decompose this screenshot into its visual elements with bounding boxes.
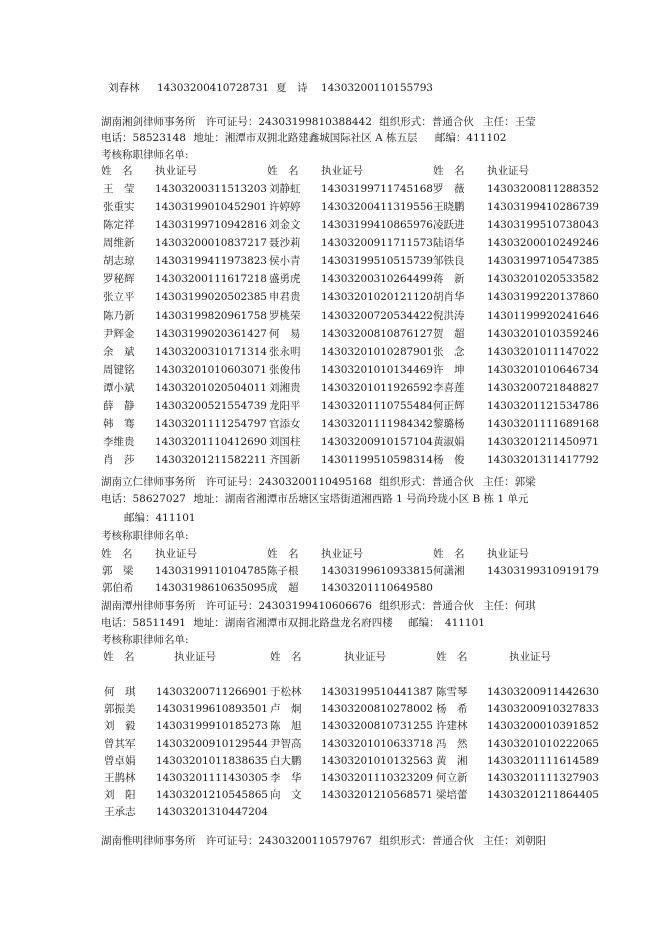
column-header-license: 执业证号 (155, 548, 197, 560)
license-number: 14303201111689168 (487, 418, 599, 431)
license-number: 14303201011838635 (156, 754, 268, 767)
license-number: 14303201111614589 (487, 754, 599, 767)
license-number: 14303201011926592 (321, 381, 433, 394)
lawyer-name: 郭 梁 (102, 565, 134, 577)
firm-contact (101, 492, 528, 506)
column-header-name: 姓 名 (433, 165, 465, 177)
license-number: 14303200810278002 (321, 703, 433, 716)
license-number: 14303200010391852 (487, 720, 599, 733)
license-number: 14303200720534422 (321, 309, 433, 322)
license-number: 14303200910327833 (487, 703, 599, 716)
lawyer-name: 冯 然 (436, 737, 468, 750)
lawyer-name: 申君贵 (269, 291, 301, 304)
lawyer-name: 白大鹏 (270, 754, 302, 767)
lawyer-name: 何潇湘 (433, 565, 465, 577)
firm-phone: 电话：58511491 (101, 617, 186, 629)
firm-director: 主任：刘朝阳 (483, 835, 547, 847)
license-number: 14303201020121120 (321, 291, 433, 304)
lawyer-name: 陈 旭 (270, 720, 302, 733)
lawyer-name: 刘 毅 (104, 720, 136, 733)
lawyer-name: 邹铁良 (433, 255, 465, 268)
lawyer-name: 许婷婷 (269, 201, 301, 214)
license-number: 14303201110755484 (321, 399, 433, 412)
firm-contact (101, 616, 485, 630)
firm-heading (101, 115, 536, 129)
license-number: 14303201010132563 (321, 754, 433, 767)
lawyer-name: 凌跃进 (433, 219, 465, 232)
lawyer-name: 何正辉 (433, 399, 465, 412)
license-number: 14303199010452901 (155, 201, 267, 214)
lawyer-name: 谭小斌 (103, 381, 135, 394)
lawyer-name: 罗 薇 (433, 183, 465, 195)
firm-name: 湖南惟明律师事务所 (101, 835, 196, 847)
license-number: 14303201121534786 (487, 399, 599, 412)
lawyer-name: 陈子根 (267, 565, 299, 577)
license-number: 14303199710547385 (487, 255, 599, 268)
firm-phone: 电话：58627027 (101, 493, 186, 505)
license-number: 14303199820961758 (155, 309, 267, 322)
license-number: 14303200721848827 (487, 381, 599, 394)
license-number: 14303200911442630 (487, 686, 599, 698)
license-number: 14303201010633718 (321, 737, 433, 750)
lawyer-name: 张立平 (103, 291, 135, 304)
lawyer-name: 贺 超 (433, 327, 465, 340)
lawyer-name: 肖 莎 (103, 454, 135, 467)
lawyer-name: 薛 静 (103, 399, 135, 412)
license-number: 14303200310171314 (155, 345, 267, 358)
license-number: 14303201110412690 (155, 436, 267, 449)
lawyer-name: 蒋 新 (433, 273, 465, 286)
lawyer-name: 聂沙莉 (269, 237, 301, 250)
lawyer-name: 刘静虹 (269, 183, 301, 195)
column-header-name: 姓 名 (433, 548, 465, 560)
lawyer-name: 周维新 (103, 237, 135, 250)
license-number: 14303200910129544 (156, 737, 268, 750)
lawyer-name: 罗桃荣 (269, 309, 301, 322)
lawyer-name: 官添女 (269, 418, 301, 431)
lawyer-name: 杨 希 (436, 703, 468, 716)
lawyer-name: 黄 湘 (436, 754, 468, 767)
license-number: 14303201020504011 (155, 381, 267, 394)
lawyer-name: 杨 俊 (433, 454, 465, 467)
firm-heading (101, 599, 536, 613)
license-number: 14303201110649580 (321, 581, 433, 594)
license-number: 14303199610933815 (321, 565, 433, 577)
lawyer-name: 于松林 (270, 686, 302, 698)
column-header-license: 执业证号 (321, 548, 363, 560)
license-number: 14303200810731255 (321, 720, 433, 733)
firm-license: 许可证号：24303199410606676 (205, 600, 372, 612)
license-number: 14303201010359246 (487, 327, 599, 340)
lawyer-name: 王 莹 (103, 183, 135, 195)
license-number: 14303200911711573 (321, 237, 433, 250)
column-header-license: 执业证号 (321, 165, 363, 177)
lawyer-name: 成 超 (267, 581, 299, 594)
list-title: 考核称职律师名单: (101, 149, 189, 161)
lawyer-name: 向 文 (270, 789, 302, 802)
license-number: 14303199411973823 (155, 255, 267, 268)
license-number: 14303201011147022 (487, 345, 599, 358)
license-number: 14303199711745168 (321, 183, 433, 195)
lawyer-name: 盛勇虎 (269, 273, 301, 286)
license-number: 14303199410286739 (487, 201, 599, 214)
license-number: 14303199710942816 (155, 219, 267, 232)
lawyer-name: 陈乃新 (103, 309, 135, 322)
license-number: 14303199310919179 (487, 565, 599, 577)
lawyer-name: 韩 骞 (103, 418, 135, 431)
license-number: 14303201010134469 (321, 363, 433, 376)
license-number: 14303201111254797 (155, 418, 267, 431)
license-number: 14303201311417792 (487, 454, 599, 467)
lawyer-name: 黄淑娟 (433, 436, 465, 449)
column-header-license: 执业证号 (174, 651, 216, 663)
lawyer-name: 何 琪 (104, 686, 136, 698)
firm-director: 主任：何琪 (483, 600, 536, 612)
lawyer-name: 王承志 (104, 806, 136, 819)
license-number: 14303201010222065 (487, 737, 599, 750)
column-header-name: 姓 名 (101, 165, 133, 177)
lawyer-name: 郭伯希 (102, 581, 134, 594)
license-number: 14303200010837217 (155, 237, 267, 250)
license-number: 14303199510738043 (487, 219, 599, 232)
firm-org-form: 组织形式：普通合伙 (379, 835, 474, 847)
firm-name: 湖南湘剑律师事务所 (101, 116, 196, 128)
lawyer-name: 张永明 (269, 345, 301, 358)
column-header-license: 执业证号 (487, 165, 529, 177)
column-header-license: 执业证号 (487, 548, 529, 560)
license-number: 14303199410865976 (321, 219, 433, 232)
lawyer-name: 郭振美 (104, 703, 136, 716)
license-number: 14303200521554739 (155, 399, 267, 412)
lawyer-name: 刘春林 (108, 82, 140, 94)
lawyer-name: 卢 炯 (270, 703, 302, 716)
lawyer-name: 夏 诗 (276, 82, 308, 94)
lawyer-name: 陈雪琴 (436, 686, 468, 698)
license-number: 14303200910157104 (321, 436, 433, 449)
firm-license: 许可证号：24303200110495168 (205, 476, 372, 488)
lawyer-name: 许 坤 (433, 363, 465, 376)
license-number: 14303201010646734 (487, 363, 599, 376)
lawyer-name: 陆语华 (433, 237, 465, 250)
firm-org-form: 组织形式：普通合伙 (379, 476, 474, 488)
license-number: 14303201111327903 (487, 772, 599, 784)
firm-postcode: 邮编：411102 (434, 132, 507, 144)
lawyer-name: 罗秘辉 (103, 273, 135, 286)
license-number: 14303200410728731 (157, 82, 269, 94)
firm-postcode: 邮编： 411101 (408, 617, 485, 629)
license-number: 14303199910185273 (156, 720, 268, 733)
license-number: 14303201210545865 (156, 789, 268, 802)
lawyer-name: 刘湘贵 (269, 381, 301, 394)
lawyer-name: 张 念 (433, 345, 465, 358)
firm-contact (101, 131, 507, 145)
license-number: 14301199920241646 (487, 309, 599, 322)
license-number: 14303200411319556 (321, 201, 433, 214)
lawyer-name: 许建林 (436, 720, 468, 733)
license-number: 14303201111984342 (321, 418, 433, 431)
lawyer-name: 王晓鹏 (433, 201, 465, 214)
license-number: 14303200311513203 (155, 183, 267, 195)
license-number: 14303201110323209 (321, 772, 433, 784)
lawyer-name: 胡志琼 (103, 255, 135, 268)
lawyer-name: 刘金文 (269, 219, 301, 232)
lawyer-name: 何立新 (436, 772, 468, 784)
firm-director: 主任：郭梁 (483, 476, 536, 488)
lawyer-name: 陈定祥 (103, 219, 135, 232)
lawyer-name: 曾卓娟 (104, 754, 136, 767)
license-number: 14303199510515739 (321, 255, 433, 268)
column-header-name: 姓 名 (101, 548, 133, 560)
license-number: 14303201010287901 (321, 345, 433, 358)
firm-postcode: 邮编：411101 (124, 512, 196, 524)
license-number: 14303199610893501 (156, 703, 268, 716)
license-number: 14303201211864405 (487, 789, 599, 802)
firm-heading (101, 475, 536, 489)
lawyer-name: 周键铭 (103, 363, 135, 376)
column-header-license: 执业证号 (155, 165, 197, 177)
lawyer-name: 尹智高 (270, 737, 302, 750)
lawyer-name: 王鹊林 (104, 772, 136, 784)
lawyer-name: 胡肖华 (433, 291, 465, 304)
license-number: 14303201210568571 (321, 789, 433, 802)
license-number: 14301199510598314 (321, 454, 433, 467)
list-title: 考核称职律师名单: (101, 634, 189, 646)
firm-director: 主任：王莹 (483, 116, 536, 128)
lawyer-name: 余 斌 (103, 345, 135, 358)
lawyer-name: 齐国新 (269, 454, 301, 467)
license-number: 14303199020502385 (155, 291, 267, 304)
license-number: 14303201211450971 (487, 436, 599, 449)
lawyer-name: 张俊伟 (269, 363, 301, 376)
lawyer-name: 张重实 (103, 201, 135, 214)
license-number: 14303199110104785 (155, 565, 267, 577)
firm-license: 许可证号：24303199810388442 (205, 116, 372, 128)
lawyer-name: 侯小青 (269, 255, 301, 268)
lawyer-name: 龙阳平 (269, 399, 301, 412)
lawyer-name: 何 易 (269, 327, 301, 340)
firm-address: 地址：湖南省湘潭市双拥北路盘龙名府四楼 (193, 617, 393, 629)
column-header-license: 执业证号 (509, 651, 551, 663)
license-number: 14303200111617218 (155, 273, 267, 286)
lawyer-name: 刘 阳 (104, 789, 136, 802)
column-header-name: 姓 名 (436, 651, 468, 663)
license-number: 14303201310447204 (156, 806, 268, 819)
firm-heading (101, 834, 546, 848)
license-number: 14303199510441387 (321, 686, 433, 698)
column-header-name: 姓 名 (267, 165, 299, 177)
firm-name: 湖南立仁律师事务所 (101, 476, 196, 488)
license-number: 14303198610635095 (155, 581, 267, 594)
license-number: 14303199220137860 (487, 291, 599, 304)
license-number: 14303200010249246 (487, 237, 599, 250)
lawyer-name: 刘国柱 (269, 436, 301, 449)
column-header-name: 姓 名 (270, 651, 302, 663)
license-number: 14303200711266901 (156, 686, 268, 698)
lawyer-name: 李维贵 (103, 436, 135, 449)
firm-address: 地址：湘潭市双拥北路建鑫城国际社区 A 栋五层 (193, 132, 418, 144)
firm-name: 湖南潭州律师事务所 (101, 600, 196, 612)
license-number: 14303199020361427 (155, 327, 267, 340)
firm-license: 许可证号：24303200110579767 (205, 835, 372, 847)
column-header-name: 姓 名 (267, 548, 299, 560)
lawyer-name: 梁培蕾 (436, 789, 468, 802)
lawyer-name: 曾其军 (104, 737, 136, 750)
lawyer-name: 倪洪涛 (433, 309, 465, 322)
list-title: 考核称职律师名单: (101, 530, 189, 542)
lawyer-name: 李 华 (270, 772, 302, 784)
license-number: 14303200810876127 (321, 327, 433, 340)
lawyer-name: 尹辉金 (103, 327, 135, 340)
license-number: 14303201211582211 (155, 454, 267, 467)
license-number: 14303201010603071 (155, 363, 267, 376)
firm-phone: 电话：58523148 (101, 132, 186, 144)
firm-org-form: 组织形式：普通合伙 (379, 600, 474, 612)
lawyer-name: 黎璐杨 (433, 418, 465, 431)
column-header-name: 姓 名 (103, 651, 135, 663)
license-number: 14303201020533582 (487, 273, 599, 286)
license-number: 14303201111430305 (156, 772, 268, 784)
license-number: 14303200310264499 (321, 273, 433, 286)
firm-org-form: 组织形式：普通合伙 (379, 116, 474, 128)
license-number: 14303200110155793 (321, 82, 433, 94)
license-number: 14303200811288352 (487, 183, 599, 195)
firm-address: 地址：湖南省湘潭市岳塘区宝塔街道湘西路 1 号尚玲珑小区 B 栋 1 单元 (193, 493, 529, 505)
column-header-license: 执业证号 (344, 651, 386, 663)
lawyer-name: 李喜莲 (433, 381, 465, 394)
